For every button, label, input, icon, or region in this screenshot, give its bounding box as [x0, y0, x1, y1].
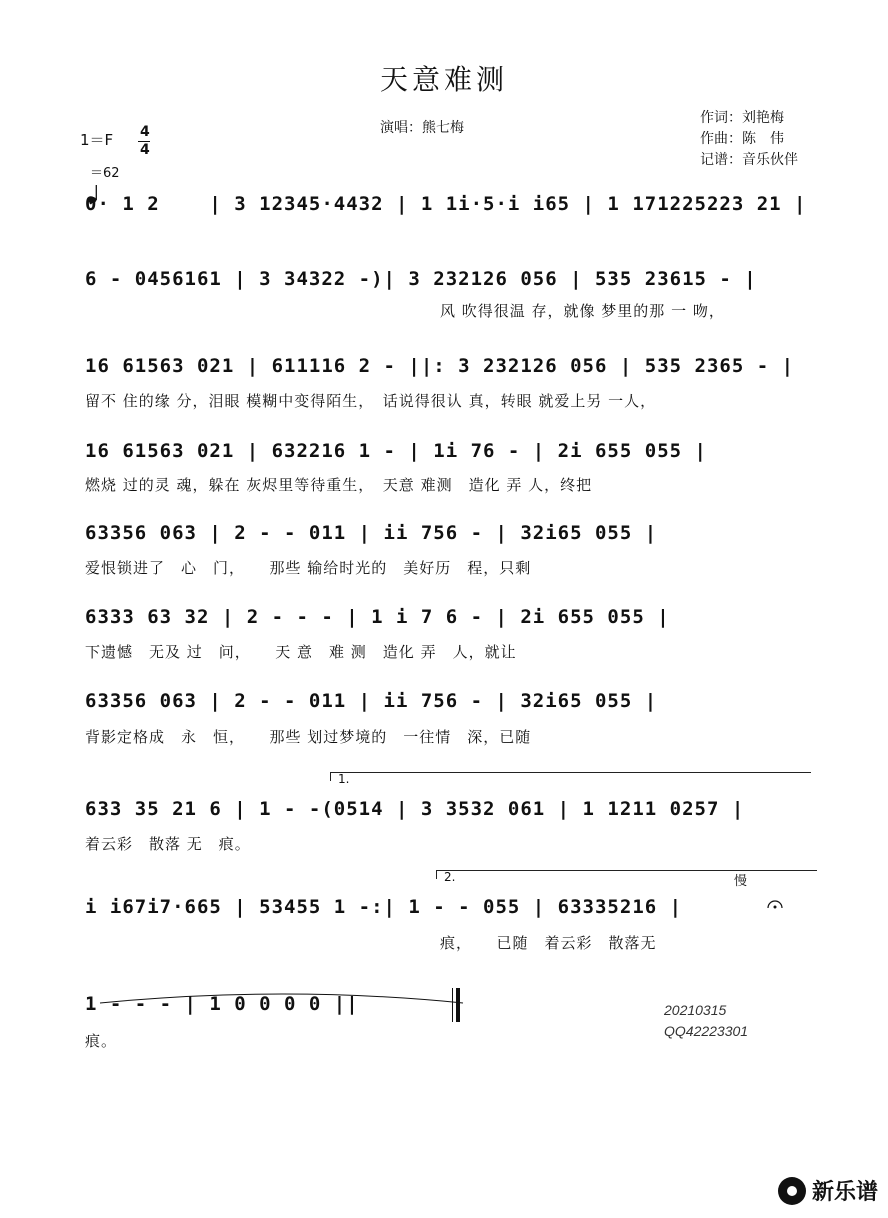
- lyric-line-9: 痕， 已随 着云彩 散落无: [440, 934, 657, 952]
- lyric-line-4: 燃烧 过的灵 魂，躲在 灰烬里等待重生， 天意 难测 造化 弄 人，终把: [85, 476, 593, 494]
- time-signature-top: 4: [140, 124, 150, 140]
- staff-line-7-notes: 63356 063 | 2 - - 011 | ii 756 - | 32i65 055 |: [85, 690, 658, 712]
- key-signature: 1＝F: [80, 131, 114, 149]
- tempo-marking: ＝62: [90, 166, 120, 181]
- first-ending-bracket: [330, 772, 811, 781]
- lyric-line-8: 着云彩 散落 无 痕。: [85, 835, 251, 853]
- transcription-date: 20210315: [664, 1002, 727, 1018]
- lyric-line-6: 下遗憾 无及 过 问， 天 意 难 测 造化 弄 人，就让: [85, 643, 517, 661]
- lyric-line-2: 风 吹得很温 存，就像 梦里的那 一 吻，: [440, 302, 725, 320]
- transcriber-credit: 记谱：音乐伙伴: [700, 152, 798, 168]
- second-ending-label: 2.: [444, 870, 456, 884]
- staff-line-9-notes: i i67i7·665 | 53455 1 -:| 1 - - 055 | 63335216 |: [85, 896, 683, 918]
- final-barline-thin: [452, 988, 453, 1022]
- staff-line-1-notes: 0· 1 2 | 3 12345·4432 | 1 1i·5·i i65 | 1 171225223 21 |: [85, 193, 807, 215]
- final-barline-thick: [456, 988, 460, 1022]
- tempo-slow-mark: 慢: [734, 874, 748, 889]
- site-logo: [778, 1175, 878, 1206]
- staff-line-8-notes: 633 35 21 6 | 1 - -(0514 | 3 3532 061 | 1 1211 0257 |: [85, 798, 745, 820]
- fermata-icon: [757, 876, 783, 914]
- contact-qq: QQ42223301: [664, 1023, 749, 1039]
- composer-credit: 作曲：陈 伟: [700, 131, 784, 147]
- staff-line-6-notes: 6333 63 32 | 2 - - - | 1 i 7 6 - | 2i 655 055 |: [85, 606, 670, 628]
- lyricist-credit: 作词：刘艳梅: [700, 110, 784, 126]
- lyric-line-3: 留不 住的缘 分，泪眼 模糊中变得陌生， 话说得很认 真，转眼 就爱上另 一人，: [85, 392, 657, 410]
- staff-line-4-notes: 16 61563 021 | 632216 1 - | 1i 76 - | 2i 655 055 |: [85, 440, 707, 462]
- site-logo-text: 新乐谱: [811, 1180, 878, 1205]
- lyric-line-5: 爱恨锁进了 心 门， 那些 输给时光的 美好历 程，只剩: [85, 559, 532, 577]
- staff-line-10-notes: 1 - - - | 1 0 0 0 0 ||: [85, 993, 359, 1015]
- lyric-line-10: 痕。: [85, 1032, 118, 1050]
- vinyl-record-icon: [778, 1177, 806, 1205]
- singer-credit: 演唱：熊七梅: [380, 120, 464, 136]
- lyric-line-7: 背影定格成 永 恒， 那些 划过梦境的 一往情 深，已随: [85, 728, 532, 746]
- staff-line-3-notes: 16 61563 021 | 611116 2 - ||: 3 232126 056 | 535 2365 - |: [85, 355, 795, 377]
- song-title: 天意难测: [379, 63, 508, 96]
- staff-line-2-notes: 6 - 0456161 | 3 34322 -)| 3 232126 056 | 535 23615 - |: [85, 268, 757, 290]
- time-signature-bottom: 4: [140, 142, 150, 158]
- first-ending-label: 1.: [338, 772, 350, 786]
- staff-line-5-notes: 63356 063 | 2 - - 011 | ii 756 - | 32i65 055 |: [85, 522, 658, 544]
